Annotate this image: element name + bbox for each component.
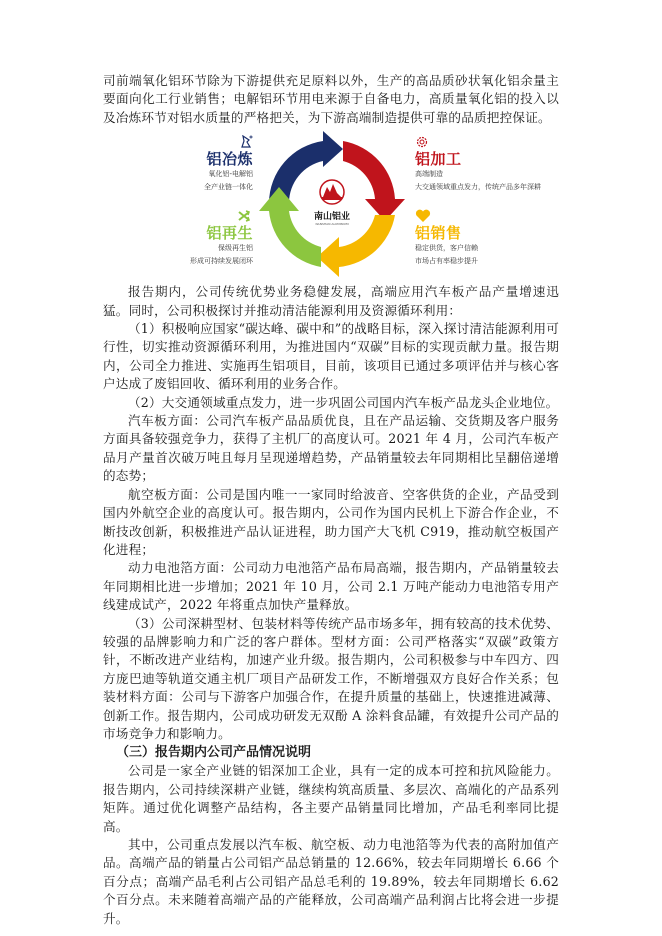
segment-processing: [415, 135, 565, 194]
logo-name: 南山铝业: [313, 212, 351, 223]
section-heading: （三）报告期内公司产品情况说明: [116, 745, 312, 761]
segment-line: 全产业链一体化: [204, 183, 253, 192]
segment-line: 稳定供货，客户信赖: [415, 244, 478, 253]
paragraph-aviation-sheet: 航空板方面：公司是国内唯一一家同时给波音、空客供货的企业，产品受到国内外航空企业的高度认可。报告期内，公司作为国内民机上下游合作企业，不断技改创新，积极推进产品认证进程，助力国产大飞机 C919，推动航空板国产化进程；: [103, 486, 559, 557]
segment-smelting: [143, 135, 253, 194]
cycle-diagram: [259, 131, 405, 277]
segment-title: 铝再生: [206, 224, 253, 243]
document-page: [103, 72, 559, 928]
paragraph-auto-sheet: 汽车板方面：公司汽车板产品品质优良，且在产品运输、交货期及客户服务方面具备较强竞争力，获得了主机厂的高度认可。2021 年 4 月，公司汽车板产品月产量首次破万吨且每月呈现递增趋势，产品销量较去年同期相比呈翻倍递增的态势；: [103, 413, 559, 484]
segment-title: 铝销售: [415, 224, 462, 243]
logo-sub: NANSHAN ALUMINIUM: [315, 222, 349, 227]
segment-line: 形成可持续发展闭环: [190, 257, 253, 266]
gear-icon: [415, 135, 565, 150]
paragraph-transport: （2）大交通领域重点发力，进一步巩固公司国内汽车板产品龙头企业地位。: [128, 394, 559, 410]
segment-title: 铝加工: [415, 150, 462, 169]
segment-line: 保级再生铝: [218, 244, 253, 253]
paragraph-dual-carbon: （1）积极响应国家“碳达峰、碳中和”的战略目标，深入探讨清洁能源利用可行性，切实推动资源循环利用，为推进国内“双碳”目标的实现贡献力量。报告期内，公司全力推进、实施再生铝项目，目前，该项目已通过多项评估并与核心客户达成了废铝回收、循环利用的业务合作。: [103, 321, 559, 392]
paragraph-high-end-products: 其中，公司重点发展以汽车板、航空板、动力电池箔等为代表的高附加值产品。高端产品的销量占公司铝产品总销量的 12.66%，较去年同期增长 6.66 个百分点；高端产品毛利占公司铝产品总毛利的 19.89%，较去年同期增长 6.62 个百分点。未来随着高端产品的产能释放，公司高端产品利润占比将会进一步提升。: [103, 837, 559, 926]
segment-line: 市场占有率稳步提升: [415, 257, 478, 266]
paragraph-battery-foil: 动力电池箔方面：公司动力电池箔产品布局高端，报告期内，产品销量较去年同期相比进一步增加；2021 年 10 月，公司 2.1 万吨产能动力电池箔专用产线建成试产，2022 年将重点加快产量释放。: [103, 560, 559, 613]
processing-arrow: [343, 141, 405, 221]
paragraph-traditional-products: （3）公司深耕型材、包装材料等传统产品市场多年，拥有较高的技术优势、较强的品牌影响力和广泛的客户群体。型材方面：公司严格落实“双碳”政策方针，不断改进产业结构，加速产业升级。报告期内，公司积极参与中车四方、四方庞巴迪等轨道交通主机厂项目产品研发工作，不断增强双方良好合作关系；包装材料方面：公司与下游客户加强合作，在提升质量的基础上，快速推进减薄、创新工作。报告期内，公司成功研发无双酚 A 涂料食品罐，有效提升公司产品的市场竞争力和影响力。: [103, 615, 559, 741]
shuffle-icon: [123, 209, 253, 224]
recycling-arrow: [259, 187, 321, 267]
paragraph-product-overview: 公司是一家全产业链的铝深加工企业，具有一定的成本可控和抗风险能力。报告期内，公司持续深耕产业链，继续构筑高质量、多层次、高端化的产品系列矩阵。通过优化调整产品结构，各主要产品销量同比增加，产品毛利率同比提高。: [103, 763, 559, 834]
segment-sales: [415, 209, 565, 268]
intro-paragraph: 司前端氧化铝环节除为下游提供充足原料以外，生产的高品质砂状氧化铝余量主要面向化工行业销售；电解铝环节用电来源于自备电力，高质量氧化铝的投入以及冶炼环节对铝水质量的严格把关，为下游高端制造提供可靠的品质把控保证。: [103, 73, 559, 125]
segment-line: 大交通领域重点发力，传统产品多年深耕: [415, 183, 541, 192]
industry-chain-figure: [103, 131, 559, 281]
segment-title: 铝冶炼: [206, 150, 253, 169]
nanshan-logo: [320, 180, 344, 204]
segment-recycling: [123, 209, 253, 268]
paragraph-overview: 报告期内，公司传统优势业务稳健发展，高端应用汽车板产品产量增速迅猛。同时，公司积极探讨并推动清洁能源利用及资源循环利用：: [103, 284, 559, 318]
flask-icon: [143, 135, 253, 150]
heart-icon: [415, 209, 565, 224]
segment-line: 高端制造: [415, 170, 443, 179]
segment-line: 氧化铝-电解铝: [208, 170, 253, 179]
